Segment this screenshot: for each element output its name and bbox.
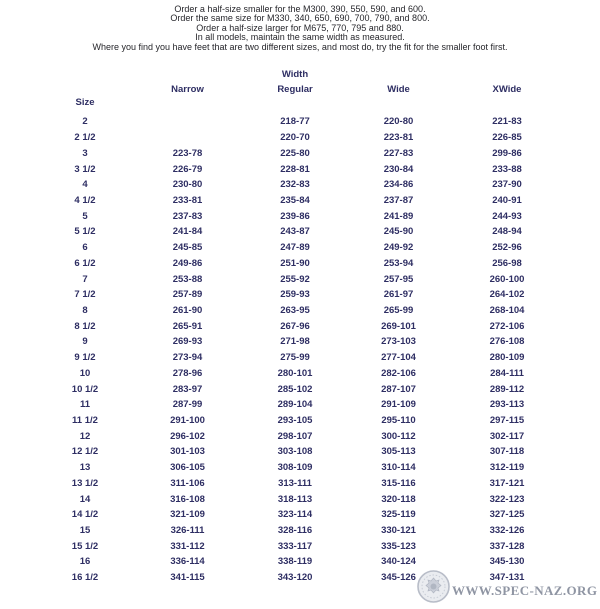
wide-cell: 320-118 bbox=[381, 493, 416, 505]
regular-cell: 298-107 bbox=[277, 430, 313, 442]
regular-cell: 263-95 bbox=[280, 304, 310, 316]
wide-cell: 287-107 bbox=[381, 383, 416, 395]
regular-cell: 303-108 bbox=[277, 446, 313, 458]
regular-cell: 228-81 bbox=[280, 163, 310, 175]
regular-cell: 243-87 bbox=[280, 226, 310, 238]
column-header-regular: Regular bbox=[277, 84, 313, 95]
wide-cell: 345-126 bbox=[381, 572, 416, 584]
size-cell: 2 1/2 bbox=[74, 132, 96, 144]
table-row bbox=[60, 554, 542, 570]
xwide-cell: 264-102 bbox=[489, 289, 525, 301]
table-row bbox=[60, 303, 542, 319]
table-row bbox=[60, 271, 542, 287]
size-cell: 4 bbox=[82, 179, 88, 191]
xwide-cell: 297-115 bbox=[489, 415, 525, 427]
table-row bbox=[60, 381, 542, 397]
regular-cell: 251-90 bbox=[280, 257, 310, 269]
narrow-cell: 326-111 bbox=[170, 525, 205, 537]
size-cell: 11 bbox=[79, 399, 91, 411]
table-row bbox=[60, 145, 542, 161]
regular-cell: 271-98 bbox=[280, 336, 310, 348]
wide-cell: 265-99 bbox=[383, 304, 414, 316]
size-cell: 12 1/2 bbox=[71, 446, 99, 458]
xwide-cell: 337-128 bbox=[489, 540, 525, 552]
regular-cell: 255-92 bbox=[280, 273, 310, 285]
wide-cell: 269-101 bbox=[381, 320, 416, 332]
size-cell: 3 1/2 bbox=[74, 163, 96, 175]
regular-cell: 343-120 bbox=[277, 572, 313, 584]
regular-cell: 218-77 bbox=[280, 116, 310, 128]
xwide-cell: 312-119 bbox=[489, 462, 525, 474]
size-cell: 11 1/2 bbox=[72, 415, 98, 427]
table-row bbox=[60, 523, 542, 539]
regular-cell: 318-113 bbox=[277, 493, 313, 505]
xwide-cell: 260-100 bbox=[489, 273, 525, 285]
table-row bbox=[60, 366, 542, 382]
narrow-cell: 341-115 bbox=[170, 572, 205, 584]
size-cell: 6 1/2 bbox=[74, 257, 96, 269]
intro-instructions bbox=[0, 5, 600, 52]
narrow-cell: 233-81 bbox=[172, 194, 203, 206]
size-cell: 14 1/2 bbox=[71, 509, 99, 521]
regular-cell: 280-101 bbox=[277, 367, 313, 379]
xwide-cell: 317-121 bbox=[489, 477, 525, 489]
table-row bbox=[60, 161, 542, 177]
wide-cell: 277-104 bbox=[381, 352, 416, 364]
wide-cell: 261-97 bbox=[383, 289, 414, 301]
wide-cell: 237-87 bbox=[383, 194, 414, 206]
narrow-cell: 336-114 bbox=[170, 556, 205, 568]
xwide-cell: 276-108 bbox=[489, 336, 525, 348]
size-cell: 8 bbox=[82, 304, 88, 316]
size-cell: 13 bbox=[79, 462, 91, 474]
table-row bbox=[60, 491, 542, 507]
regular-cell: 232-83 bbox=[280, 179, 310, 191]
table-row bbox=[60, 476, 542, 492]
seal-emblem-icon bbox=[416, 569, 451, 604]
xwide-cell: 302-117 bbox=[489, 430, 525, 442]
size-cell: 10 bbox=[79, 367, 91, 379]
narrow-cell: 249-86 bbox=[172, 257, 203, 269]
regular-cell: 220-70 bbox=[280, 132, 310, 144]
intro-line: Order a half-size smaller for the M300, 390, 550, 590, and 600. bbox=[174, 4, 426, 14]
table-row bbox=[60, 208, 542, 224]
narrow-cell: 278-96 bbox=[172, 367, 203, 379]
wide-cell: 223-81 bbox=[383, 132, 414, 144]
narrow-cell: 321-109 bbox=[170, 509, 205, 521]
regular-cell: 308-109 bbox=[277, 462, 313, 474]
column-header-narrow: Narrow bbox=[171, 84, 204, 95]
wide-cell: 291-109 bbox=[381, 399, 416, 411]
wide-cell: 330-121 bbox=[381, 525, 416, 537]
size-cell: 15 1/2 bbox=[71, 540, 99, 552]
xwide-cell: 299-86 bbox=[492, 147, 522, 159]
narrow-cell: 226-79 bbox=[172, 163, 203, 175]
narrow-cell: 245-85 bbox=[172, 242, 203, 254]
narrow-cell: 331-112 bbox=[170, 540, 205, 552]
table-row bbox=[60, 224, 542, 240]
wide-cell: 257-95 bbox=[383, 273, 414, 285]
wide-cell: 273-103 bbox=[381, 336, 416, 348]
size-cell: 16 1/2 bbox=[71, 572, 99, 584]
regular-cell: 323-114 bbox=[277, 509, 313, 521]
size-cell: 9 1/2 bbox=[74, 352, 96, 364]
narrow-cell: 273-94 bbox=[172, 352, 203, 364]
xwide-cell: 307-118 bbox=[489, 446, 525, 458]
xwide-cell: 332-126 bbox=[489, 525, 525, 537]
size-cell: 5 bbox=[82, 210, 88, 222]
regular-cell: 289-104 bbox=[277, 399, 313, 411]
wide-cell: 249-92 bbox=[383, 242, 414, 254]
size-cell: 9 bbox=[82, 336, 88, 348]
size-cell: 4 1/2 bbox=[74, 194, 96, 206]
table-row bbox=[60, 193, 542, 209]
width-group-header: Width bbox=[281, 69, 309, 80]
table-row bbox=[60, 130, 542, 146]
xwide-cell: 268-104 bbox=[489, 304, 525, 316]
size-cell: 16 bbox=[79, 556, 91, 568]
narrow-cell: 283-97 bbox=[172, 383, 203, 395]
xwide-cell: 289-112 bbox=[489, 383, 525, 395]
regular-cell: 235-84 bbox=[280, 194, 310, 206]
narrow-cell: 306-105 bbox=[170, 462, 205, 474]
xwide-cell: 345-130 bbox=[489, 556, 525, 568]
xwide-cell: 280-109 bbox=[489, 352, 525, 364]
xwide-cell: 252-96 bbox=[492, 242, 522, 254]
xwide-cell: 248-94 bbox=[492, 226, 522, 238]
regular-cell: 293-105 bbox=[277, 415, 313, 427]
xwide-cell: 272-106 bbox=[489, 320, 525, 332]
xwide-cell: 240-91 bbox=[492, 194, 522, 206]
narrow-cell: 257-89 bbox=[172, 289, 203, 301]
table-row bbox=[60, 413, 542, 429]
xwide-cell: 327-125 bbox=[489, 509, 525, 521]
xwide-cell: 221-83 bbox=[492, 116, 522, 128]
table-row bbox=[60, 460, 542, 476]
regular-cell: 247-89 bbox=[280, 242, 310, 254]
wide-cell: 305-113 bbox=[381, 446, 416, 458]
regular-cell: 333-117 bbox=[277, 540, 313, 552]
narrow-cell: 223-78 bbox=[172, 147, 203, 159]
size-cell: 10 1/2 bbox=[71, 383, 99, 395]
table-row bbox=[60, 255, 542, 271]
narrow-cell: 253-88 bbox=[172, 273, 203, 285]
xwide-cell: 226-85 bbox=[492, 132, 522, 144]
xwide-cell: 293-113 bbox=[489, 399, 525, 411]
wide-cell: 310-114 bbox=[381, 462, 416, 474]
table-rows bbox=[60, 114, 542, 586]
regular-cell: 267-96 bbox=[280, 320, 310, 332]
table-row bbox=[60, 334, 542, 350]
table-row bbox=[60, 507, 542, 523]
narrow-cell: 265-91 bbox=[172, 320, 203, 332]
wide-cell: 335-123 bbox=[381, 540, 416, 552]
table-row bbox=[60, 318, 542, 334]
narrow-cell: 311-106 bbox=[170, 477, 205, 489]
size-cell: 7 1/2 bbox=[74, 289, 96, 301]
size-cell: 7 bbox=[82, 273, 88, 285]
table-row bbox=[60, 350, 542, 366]
narrow-cell: 269-93 bbox=[172, 336, 203, 348]
narrow-cell: 237-83 bbox=[172, 210, 203, 222]
table-row bbox=[60, 240, 542, 256]
narrow-cell: 287-99 bbox=[172, 399, 203, 411]
column-header-row bbox=[60, 84, 542, 95]
xwide-cell: 244-93 bbox=[492, 210, 522, 222]
regular-cell: 313-111 bbox=[278, 477, 312, 489]
size-cell: 14 bbox=[79, 493, 91, 505]
regular-cell: 338-119 bbox=[277, 556, 313, 568]
regular-cell: 259-93 bbox=[280, 289, 310, 301]
narrow-cell: 291-100 bbox=[170, 415, 205, 427]
xwide-cell: 237-90 bbox=[492, 179, 522, 191]
table-row bbox=[60, 114, 542, 130]
table-row bbox=[60, 428, 542, 444]
narrow-cell: 316-108 bbox=[170, 493, 205, 505]
wide-cell: 282-106 bbox=[381, 367, 416, 379]
size-column-spacer bbox=[60, 84, 110, 95]
regular-cell: 285-102 bbox=[277, 383, 313, 395]
xwide-cell: 233-88 bbox=[492, 163, 522, 175]
xwide-cell: 322-123 bbox=[489, 493, 525, 505]
intro-line: Where you find you have feet that are two different sizes, and most do, try the fit for the smaller foot first. bbox=[92, 41, 508, 52]
wide-cell: 245-90 bbox=[383, 226, 414, 238]
wide-cell: 241-89 bbox=[383, 210, 414, 222]
wide-cell: 315-116 bbox=[381, 477, 416, 489]
table-row bbox=[60, 397, 542, 413]
regular-cell: 225-80 bbox=[280, 147, 310, 159]
wide-cell: 300-112 bbox=[381, 430, 416, 442]
size-column-header: Size bbox=[75, 97, 95, 108]
narrow-cell: 241-84 bbox=[172, 226, 203, 238]
wide-cell: 227-83 bbox=[383, 147, 414, 159]
size-cell: 12 bbox=[79, 430, 91, 442]
size-cell: 6 bbox=[82, 242, 88, 254]
wide-cell: 325-119 bbox=[381, 509, 416, 521]
table-row bbox=[60, 177, 542, 193]
wide-cell: 340-124 bbox=[381, 556, 416, 568]
narrow-cell: 301-103 bbox=[170, 446, 205, 458]
narrow-cell: 261-90 bbox=[172, 304, 203, 316]
xwide-cell: 347-131 bbox=[489, 572, 525, 584]
column-header-xwide: XWide bbox=[492, 84, 522, 95]
wide-cell: 253-94 bbox=[383, 257, 414, 269]
regular-cell: 328-116 bbox=[277, 525, 313, 537]
wide-cell: 234-86 bbox=[383, 179, 414, 191]
size-cell: 2 bbox=[82, 116, 88, 128]
size-cell: 15 bbox=[79, 525, 91, 537]
size-cell: 13 1/2 bbox=[71, 477, 99, 489]
size-cell: 5 1/2 bbox=[74, 226, 96, 238]
intro-line: Order the same size for M330, 340, 650, 690, 700, 790, and 800. bbox=[170, 13, 430, 24]
wide-cell: 230-84 bbox=[383, 163, 414, 175]
regular-cell: 239-86 bbox=[280, 210, 310, 222]
intro-line: In all models, maintain the same width as measured. bbox=[195, 32, 405, 43]
table-row bbox=[60, 444, 542, 460]
narrow-cell: 230-80 bbox=[172, 179, 203, 191]
table-row bbox=[60, 287, 542, 303]
intro-line: Order a half-size larger for M675, 770, 795 and 880. bbox=[196, 22, 404, 33]
xwide-cell: 256-98 bbox=[492, 257, 522, 269]
wide-cell: 295-110 bbox=[381, 415, 416, 427]
narrow-cell: 296-102 bbox=[170, 430, 205, 442]
size-cell: 8 1/2 bbox=[74, 320, 96, 332]
column-header-wide: Wide bbox=[387, 84, 410, 95]
size-cell: 3 bbox=[82, 147, 88, 159]
xwide-cell: 284-111 bbox=[490, 367, 524, 379]
wide-cell: 220-80 bbox=[383, 116, 414, 128]
watermark-url-text: WWW.SPEC-NAZ.ORG bbox=[452, 583, 598, 598]
regular-cell: 275-99 bbox=[280, 352, 310, 364]
table-row bbox=[60, 538, 542, 554]
